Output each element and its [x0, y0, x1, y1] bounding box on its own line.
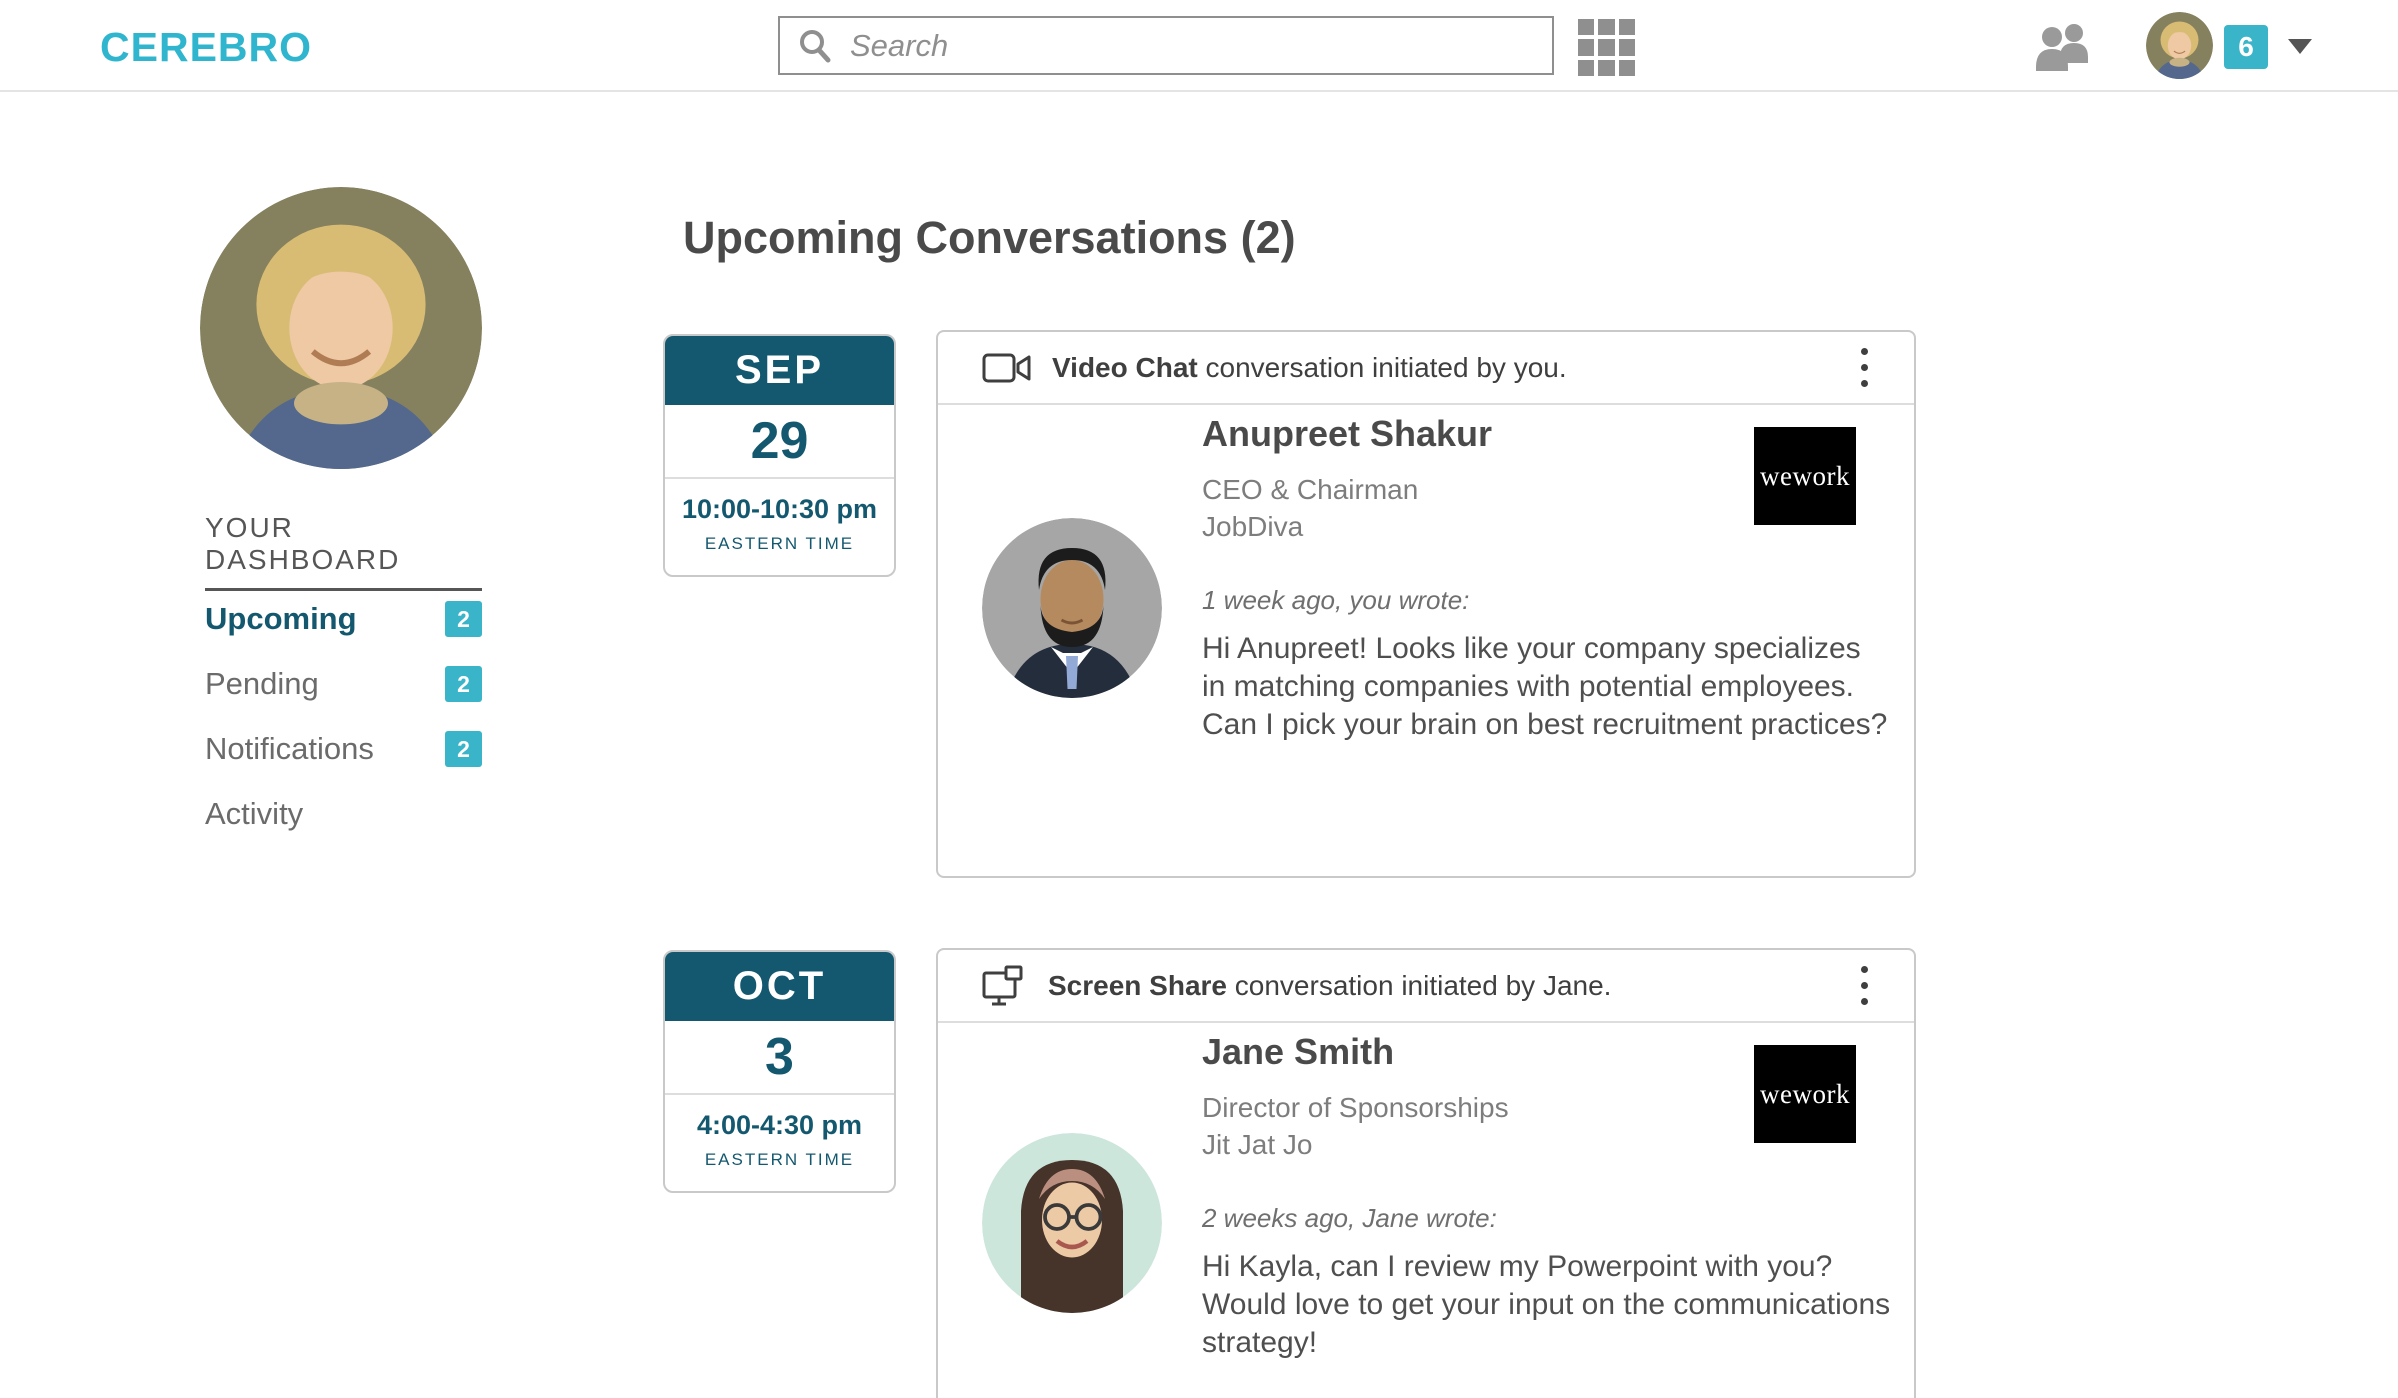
pending-count-badge: 2 [445, 666, 482, 702]
top-nav-bar [0, 0, 2398, 92]
page-title: Upcoming Conversations (2) [683, 212, 1296, 263]
participant-title: Director of Sponsorships [1202, 1092, 1509, 1123]
participant-company: Jit Jat Jo [1202, 1129, 1313, 1160]
date-card-oct-3 [663, 950, 896, 1193]
participant-name: Anupreet Shakur [1202, 413, 1493, 454]
participant-avatar [982, 1133, 1162, 1313]
date-timezone: EASTERN TIME [704, 534, 855, 553]
sidebar-item-label: Upcoming [205, 601, 357, 636]
sidebar-item-pending[interactable] [205, 662, 482, 706]
participant-title: CEO & Chairman [1202, 474, 1419, 505]
cerebro-logo: CEREBRO [100, 24, 313, 70]
sidebar-item-label: Activity [205, 796, 304, 831]
notifications-count-badge: 2 [445, 731, 482, 767]
sidebar-nav [205, 597, 482, 857]
conversation-header-text: conversation initiated by Jane. [1227, 969, 1612, 1001]
participant-avatar [982, 518, 1162, 698]
account-menu-caret-icon[interactable] [2288, 39, 2312, 54]
participant-name: Jane Smith [1202, 1031, 1395, 1072]
date-card-sep-29 [663, 334, 896, 577]
sidebar-section-title: YOUR DASHBOARD [205, 512, 482, 591]
participant-title-company [1202, 1089, 1509, 1163]
user-avatar[interactable] [2146, 12, 2213, 79]
date-time-range: 4:00-4:30 pm [696, 1110, 863, 1140]
profile-photo-image [200, 187, 482, 469]
profile-photo [200, 187, 482, 469]
screen-share-icon [982, 965, 1028, 1007]
sidebar-item-notifications[interactable] [205, 727, 482, 771]
wework-logo: wework [1754, 427, 1856, 525]
card-menu-kebab-icon[interactable] [1855, 342, 1874, 393]
message-timestamp: 1 week ago, you wrote: [1202, 585, 1470, 615]
date-month: SEP [665, 336, 894, 405]
conversation-type: Video Chat [1052, 351, 1198, 383]
conversation-card-anupreet [936, 330, 1916, 878]
conversation-card-body [938, 1023, 1914, 1398]
search-bar [778, 16, 1554, 75]
user-avatar-image [2146, 12, 2213, 79]
message-text: Hi Kayla, can I review my Powerpoint with you? Would love to get your input on the communications strategy! [1202, 1250, 1891, 1359]
sidebar-item-label: Pending [205, 666, 319, 701]
notification-count-badge[interactable]: 6 [2224, 25, 2268, 69]
search-icon [796, 27, 834, 65]
sidebar-item-label: Notifications [205, 731, 374, 766]
date-day: 29 [665, 405, 894, 479]
conversation-card-body [938, 405, 1914, 875]
apps-grid-icon[interactable] [1578, 19, 1635, 76]
sidebar-item-upcoming[interactable] [205, 597, 482, 641]
date-day: 3 [665, 1021, 894, 1095]
wework-logo: wework [1754, 1045, 1856, 1143]
search-input[interactable] [850, 28, 1536, 64]
participant-company: JobDiva [1202, 511, 1304, 542]
date-time-range: 10:00-10:30 pm [681, 494, 878, 524]
contacts-icon[interactable] [2034, 23, 2096, 71]
conversation-card-jane [936, 948, 1916, 1398]
participant-avatar-image [982, 518, 1162, 698]
video-chat-icon [982, 349, 1032, 387]
date-month: OCT [665, 952, 894, 1021]
date-timezone: EASTERN TIME [704, 1150, 855, 1169]
participant-avatar-image [982, 1133, 1162, 1313]
message-timestamp: 2 weeks ago, Jane wrote: [1202, 1203, 1497, 1233]
card-menu-kebab-icon[interactable] [1855, 960, 1874, 1011]
sidebar-item-activity[interactable] [205, 792, 482, 836]
conversation-type: Screen Share [1048, 969, 1227, 1001]
upcoming-count-badge: 2 [445, 601, 482, 637]
conversation-header-text: conversation initiated by you. [1197, 351, 1567, 383]
conversation-card-header [938, 950, 1914, 1023]
participant-title-company [1202, 471, 1418, 545]
message-text: Hi Anupreet! Looks like your company specializes in matching companies with potential employees. Can I pick your brain on best recruitment practices? [1202, 632, 1888, 741]
conversation-card-header [938, 332, 1914, 405]
